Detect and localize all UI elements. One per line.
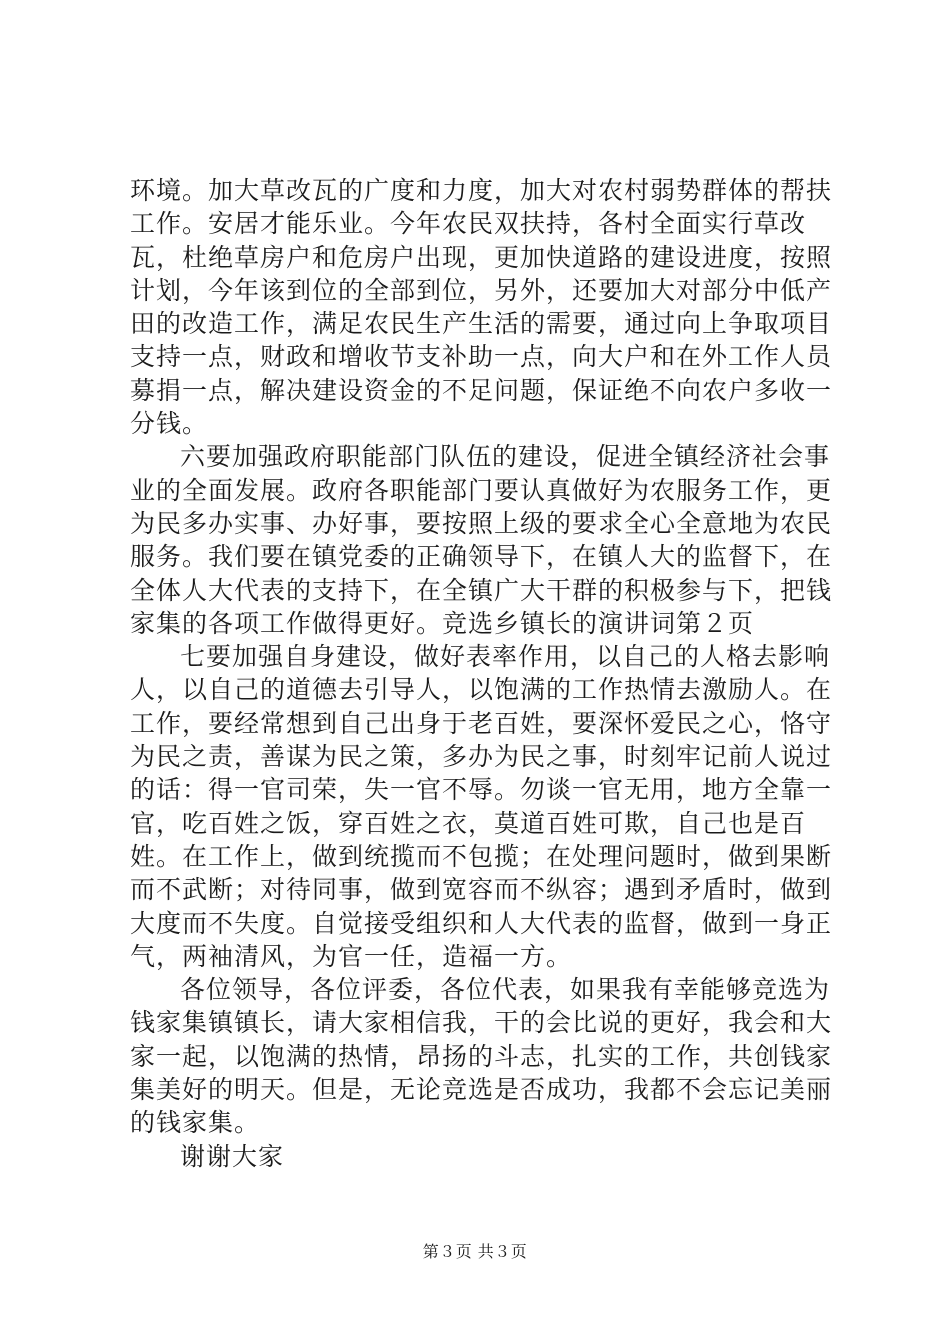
page-number: 第３页 共３页 xyxy=(422,1242,528,1261)
closing-thanks: 谢谢大家 xyxy=(180,1141,285,1171)
page-footer xyxy=(0,1242,950,1262)
paragraph-conclusion: 各位领导，各位评委，各位代表，如果我有幸能够竞选为钱家集镇镇长，请大家相信我，干的会比说的更好，我会和大家一起，以饱满的热情，昂扬的斗志，扎实的工作，共创钱家集美好的明天。但是，无论竞选是否成功，我都不会忘记美丽的钱家集。 xyxy=(130,975,833,1138)
paragraph-six: 六要加强政府职能部门队伍的建设，促进全镇经济社会事业的全面发展。政府各职能部门要认真做好为农服务工作，更为民多办实事、办好事，要按照上级的要求全心全意地为农民服务。我们要在镇党委的正确领导下，在镇人大的监督下，在全体人大代表的支持下，在全镇广大干群的积极参与下，把钱家集的各项工作做得更好。竞选乡镇长的演讲词第２页 xyxy=(130,442,833,638)
paragraph-continued: 环境。加大草改瓦的广度和力度，加大对农村弱势群体的帮扶工作。安居才能乐业。今年农民双扶持，各村全面实行草改瓦，杜绝草房户和危房户出现，更加快道路的建设进度，按照计划，今年该到位的全部到位，另外，还要加大对部分中低产田的改造工作，满足农民生产生活的需要，通过向上争取项目支持一点，财政和增收节支补助一点，向大户和在外工作人员募捐一点，解决建设资金的不足问题，保证绝不向农户多收一分钱。 xyxy=(130,176,833,439)
document-body xyxy=(130,174,836,1173)
paragraph-seven: 七要加强自身建设，做好表率作用，以自己的人格去影响人，以自己的道德去引导人，以饱满的工作热情去激励人。在工作，要经常想到自己出身于老百姓，要深怀爱民之心，恪守为民之责，善谋为民之策，多办为民之事，时刻牢记前人说过的话：得一官司荣，失一官不辱。勿谈一官无用，地方全靠一官，吃百姓之饭，穿百姓之衣，莫道百姓可欺，自己也是百姓。在工作上，做到统揽而不包揽；在处理问题时，做到果断而不武断；对待同事，做到宽容而不纵容；遇到矛盾时，做到大度而不失度。自觉接受组织和人大代表的监督，做到一身正气，两袖清风，为官一任，造福一方。 xyxy=(130,642,833,971)
